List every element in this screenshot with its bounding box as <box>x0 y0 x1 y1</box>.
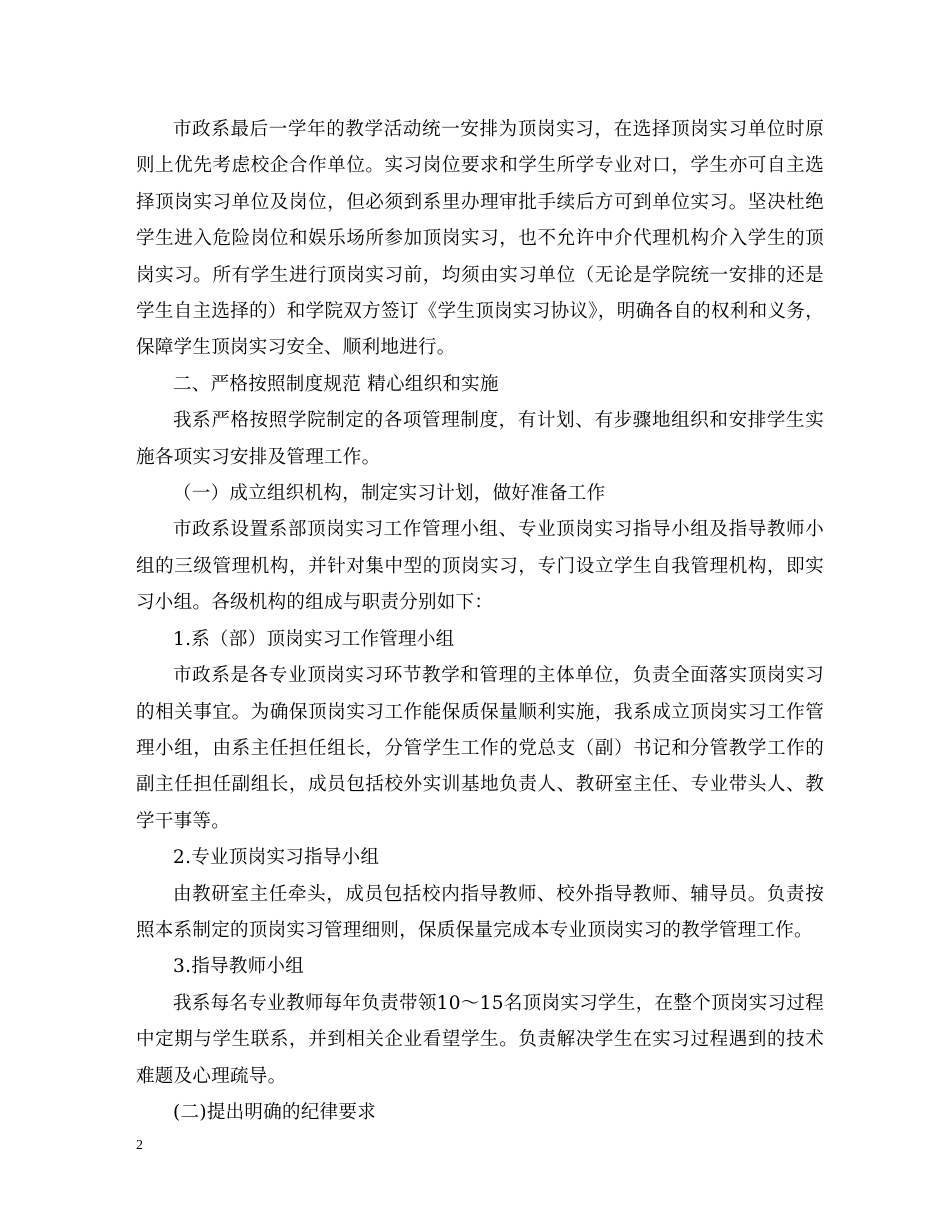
subsection-heading: （一）成立组织机构，制定实习计划，做好准备工作 <box>173 483 606 505</box>
paragraph: 市政系是各专业顶岗实习环节教学和管理的主体单位，负责全面落实顶岗实习的相关事宜。为确保顶岗实习工作能保质保量顺利实施，我系成立顶岗实习工作管理小组，由系主任担任组长，分管学生工作的党总支（副）书记和分管教学工作的副主任担任副组长，成员包括校外实训基地负责人、教研室主任、专业带头人、教学干事等。 <box>136 665 824 832</box>
page-number: 2 <box>136 1138 143 1153</box>
paragraph: 我系严格按照学院制定的各项管理制度，有计划、有步骤地组织和安排学生实施各项实习安排及管理工作。 <box>136 410 824 468</box>
paragraph: 市政系最后一学年的教学活动统一安排为顶岗实习，在选择顶岗实习单位时原则上优先考虑校企合作单位。实习岗位要求和学生所学专业对口，学生亦可自主选择顶岗实习单位及岗位，但必须到系里办理审批手续后方可到单位实习。坚决杜绝学生进入危险岗位和娱乐场所参加顶岗实习，也不允许中介代理机构介入学生的顶岗实习。所有学生进行顶岗实习前，均须由实习单位（无论是学院统一安排的还是学生自主选择的）和学院双方签订《学生顶岗实习协议》，明确各自的权利和义务，保障学生顶岗实习安全、顺利地进行。 <box>136 119 824 359</box>
item-heading: 3.指导教师小组 <box>173 956 305 978</box>
item-heading: 1.系（部）顶岗实习工作管理小组 <box>173 628 455 650</box>
subsection-heading: (二)提出明确的纪律要求 <box>173 1101 377 1123</box>
document-body <box>136 112 824 1131</box>
item-heading: 2.专业顶岗实习指导小组 <box>173 847 380 869</box>
paragraph: 我系每名专业教师每年负责带领10～15名顶岗实习学生，在整个顶岗实习过程中定期与学生联系，并到相关企业看望学生。负责解决学生在实习过程遇到的技术难题及心理疏导。 <box>136 992 824 1087</box>
paragraph: 由教研室主任牵头，成员包括校内指导教师、校外指导教师、辅导员。负责按照本系制定的顶岗实习管理细则，保质保量完成本专业顶岗实习的教学管理工作。 <box>136 883 824 941</box>
paragraph: 市政系设置系部顶岗实习工作管理小组、专业顶岗实习指导小组及指导教师小组的三级管理机构，并针对集中型的顶岗实习，专门设立学生自我管理机构，即实习小组。各级机构的组成与职责分别如下： <box>136 519 824 614</box>
section-heading: 二、严格按照制度规范 精心组织和实施 <box>173 373 499 395</box>
